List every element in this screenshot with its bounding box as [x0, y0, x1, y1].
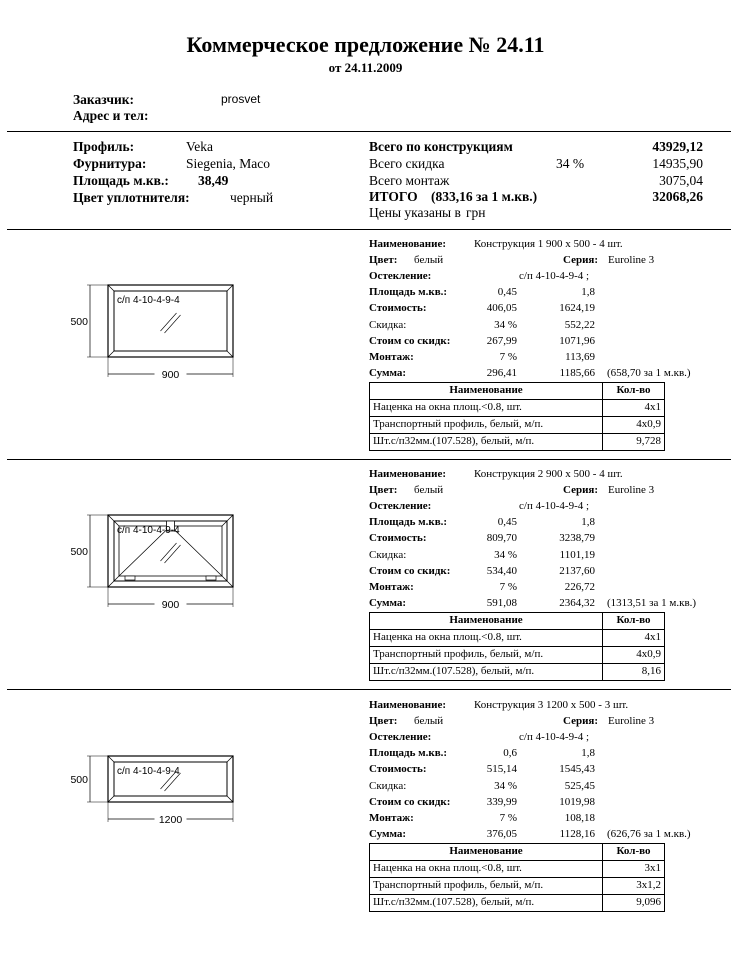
- sum-unit-value: 296,41: [486, 366, 517, 379]
- cost-label: Стоимость:: [369, 302, 427, 315]
- window-frame: [108, 756, 233, 802]
- discount-total-value: 1101,19: [559, 548, 595, 561]
- name-label: Наименование:: [369, 238, 446, 250]
- discount-unit-value: 34 %: [494, 548, 517, 561]
- table-row: [370, 877, 665, 894]
- glass-label: с/п 4-10-4-9-4: [117, 295, 180, 306]
- cost-disc-total-value: 2137,60: [559, 564, 595, 577]
- table-row: [370, 860, 665, 877]
- column-header-name: Наименование: [370, 612, 603, 629]
- series-label: Серия:: [563, 715, 599, 728]
- frame-corner: [108, 285, 114, 291]
- construction-name: Конструкция 2 900 x 500 - 4 шт.: [474, 468, 623, 480]
- series-label: Серия:: [563, 254, 599, 267]
- install-unit-value: 7 %: [499, 580, 517, 593]
- sum-unit-value: 376,05: [486, 827, 517, 840]
- item-qty: 4x1: [603, 399, 665, 416]
- sum-total-value: 1185,66: [559, 366, 595, 379]
- item-name: Наценка на окна площ.<0.8, шт.: [370, 860, 603, 877]
- item-name: Наценка на окна площ.<0.8, шт.: [370, 399, 603, 416]
- item-name: Шт.с/п32мм.(107.528), белый, м/п.: [370, 894, 603, 911]
- series-label: Серия:: [563, 484, 599, 497]
- color-label: Цвет:: [369, 484, 398, 497]
- color-label: Цвет:: [369, 254, 398, 267]
- frame-corner: [108, 756, 114, 762]
- glazing-label: Остекление:: [369, 731, 432, 744]
- frame-corner: [227, 756, 233, 762]
- discount-total-value: 525,45: [564, 779, 595, 792]
- install-value: 3075,04: [659, 173, 703, 188]
- item-qty: 4x0,9: [603, 646, 665, 663]
- divider: [7, 131, 731, 132]
- cost-total-value: 1545,43: [559, 763, 595, 776]
- frame-corner: [227, 351, 233, 357]
- currency-value: грн: [466, 205, 486, 220]
- name-label: Наименование:: [369, 468, 446, 480]
- profile-value: Veka: [186, 139, 213, 154]
- area-label: Площадь м.кв.:: [73, 173, 169, 188]
- frame-corner: [108, 351, 114, 357]
- item-name: Шт.с/п32мм.(107.528), белый, м/п.: [370, 433, 603, 450]
- area-label: Площадь м.кв.:: [369, 286, 448, 299]
- column-header-qty: Кол-во: [603, 612, 665, 629]
- glazing-label: Остекление:: [369, 270, 432, 283]
- install-label: Всего монтаж: [369, 173, 450, 188]
- items-table: [369, 843, 665, 912]
- cost-unit-value: 515,14: [486, 763, 517, 776]
- area-unit-value: 0,45: [497, 516, 517, 529]
- item-name: Шт.с/п32мм.(107.528), белый, м/п.: [370, 663, 603, 680]
- customer-label: Заказчик:: [73, 92, 135, 107]
- window-drawing: [60, 493, 260, 613]
- itogo-value: 32068,26: [652, 189, 703, 204]
- table-row: [370, 646, 665, 663]
- item-name: Транспортный профиль, белый, м/п.: [370, 416, 603, 433]
- glass-label: с/п 4-10-4-9-4: [117, 525, 180, 536]
- cost-disc-label: Стоим со скидк:: [369, 795, 451, 808]
- item-qty: 9,728: [603, 433, 665, 450]
- cost-disc-total-value: 1071,96: [559, 334, 595, 347]
- table-row: [370, 894, 665, 911]
- document-date: от 24.11.2009: [328, 60, 403, 75]
- color-value: белый: [414, 715, 444, 728]
- sum-total-value: 2364,32: [559, 596, 595, 609]
- height-dimension-label: 500: [70, 316, 88, 328]
- item-qty: 4x0,9: [603, 416, 665, 433]
- item-qty: 3x1,2: [603, 877, 665, 894]
- cost-label: Стоимость:: [369, 532, 427, 545]
- items-table: [369, 382, 665, 451]
- sum-total-value: 1128,16: [559, 827, 595, 840]
- install-total-value: 226,72: [564, 580, 595, 593]
- color-label: Цвет:: [369, 715, 398, 728]
- column-header-qty: Кол-во: [603, 843, 665, 860]
- drain-slot: [125, 576, 135, 580]
- install-total-value: 108,18: [564, 811, 595, 824]
- per-m2-value: (1313,51 за 1 м.кв.): [607, 596, 697, 609]
- discount-label: Скидка:: [369, 548, 407, 561]
- color-value: белый: [414, 484, 444, 497]
- table-row: [370, 663, 665, 680]
- cost-disc-unit-value: 339,99: [486, 795, 517, 808]
- item-qty: 8,16: [603, 663, 665, 680]
- series-value: Euroline 3: [608, 254, 655, 267]
- discount-value: 14935,90: [652, 156, 703, 171]
- item-qty: 3x1: [603, 860, 665, 877]
- install-unit-value: 7 %: [499, 811, 517, 824]
- width-dimension-label: 900: [161, 369, 180, 381]
- customer-value: prosvet: [221, 92, 261, 106]
- column-header-qty: Кол-во: [603, 382, 665, 399]
- area-unit-value: 0,6: [503, 747, 517, 760]
- discount-label: Скидка:: [369, 779, 407, 792]
- height-dimension-label: 500: [70, 774, 88, 786]
- area-label: Площадь м.кв.:: [369, 747, 448, 760]
- glazing-value: с/п 4-10-4-9-4 ;: [519, 270, 590, 283]
- currency-label: Цены указаны в: [369, 205, 461, 220]
- name-label: Наименование:: [369, 699, 446, 711]
- hardware-label: Фурнитура:: [73, 156, 147, 171]
- discount-pct: 34 %: [556, 156, 585, 171]
- items-table: [369, 612, 665, 681]
- item-name: Наценка на окна площ.<0.8, шт.: [370, 629, 603, 646]
- area-label: Площадь м.кв.:: [369, 516, 448, 529]
- item-qty: 4x1: [603, 629, 665, 646]
- sum-label: Сумма:: [369, 596, 407, 609]
- divider: [7, 459, 731, 460]
- frame-corner: [227, 796, 233, 802]
- install-unit-value: 7 %: [499, 350, 517, 363]
- discount-unit-value: 34 %: [494, 779, 517, 792]
- area-total-value: 1,8: [581, 286, 595, 299]
- install-label: Монтаж:: [369, 580, 414, 593]
- construction-name: Конструкция 1 900 x 500 - 4 шт.: [474, 238, 623, 250]
- frame-corner: [108, 796, 114, 802]
- seal-value: черный: [230, 190, 274, 205]
- cost-disc-total-value: 1019,98: [559, 795, 595, 808]
- divider: [7, 229, 731, 230]
- width-dimension-label: 1200: [158, 814, 183, 826]
- cost-disc-label: Стоим со скидк:: [369, 564, 451, 577]
- itogo-per-m2: (833,16 за 1 м.кв.): [431, 189, 538, 204]
- cost-disc-label: Стоим со скидк:: [369, 334, 451, 347]
- total-label: Всего по конструкциям: [369, 139, 513, 154]
- install-label: Монтаж:: [369, 811, 414, 824]
- discount-label: Всего скидка: [369, 156, 445, 171]
- discount-unit-value: 34 %: [494, 318, 517, 331]
- cost-total-value: 3238,79: [559, 532, 595, 545]
- cost-unit-value: 406,05: [486, 302, 517, 315]
- table-header-row: [370, 382, 665, 399]
- column-header-name: Наименование: [370, 382, 603, 399]
- area-total-value: 1,8: [581, 516, 595, 529]
- per-m2-value: (626,76 за 1 м.кв.): [607, 827, 691, 840]
- hardware-value: Siegenia, Maco: [186, 156, 270, 171]
- discount-label: Скидка:: [369, 318, 407, 331]
- sum-label: Сумма:: [369, 827, 407, 840]
- series-value: Euroline 3: [608, 715, 655, 728]
- height-dimension-label: 500: [70, 546, 88, 558]
- width-dimension-label: 900: [161, 599, 180, 611]
- table-row: [370, 629, 665, 646]
- glass-label: с/п 4-10-4-9-4: [117, 766, 180, 777]
- item-name: Транспортный профиль, белый, м/п.: [370, 877, 603, 894]
- item-name: Транспортный профиль, белый, м/п.: [370, 646, 603, 663]
- divider: [7, 689, 731, 690]
- frame-corner: [227, 285, 233, 291]
- seal-label: Цвет уплотнителя:: [73, 190, 190, 205]
- glazing-value: с/п 4-10-4-9-4 ;: [519, 731, 590, 744]
- drain-slot: [206, 576, 216, 580]
- area-total-value: 1,8: [581, 747, 595, 760]
- cost-unit-value: 809,70: [486, 532, 517, 545]
- area-value: 38,49: [198, 173, 229, 188]
- construction-name: Конструкция 3 1200 x 500 - 3 шт.: [474, 699, 629, 711]
- per-m2-value: (658,70 за 1 м.кв.): [607, 366, 691, 379]
- sum-label: Сумма:: [369, 366, 407, 379]
- table-header-row: [370, 612, 665, 629]
- install-label: Монтаж:: [369, 350, 414, 363]
- table-row: [370, 433, 665, 450]
- area-unit-value: 0,45: [497, 286, 517, 299]
- cost-disc-unit-value: 267,99: [486, 334, 517, 347]
- document-title: Коммерческое предложение № 24.11: [186, 32, 545, 57]
- series-value: Euroline 3: [608, 484, 655, 497]
- total-value: 43929,12: [652, 139, 703, 154]
- cost-label: Стоимость:: [369, 763, 427, 776]
- column-header-name: Наименование: [370, 843, 603, 860]
- cost-total-value: 1624,19: [559, 302, 595, 315]
- table-header-row: [370, 843, 665, 860]
- discount-total-value: 552,22: [564, 318, 595, 331]
- glazing-label: Остекление:: [369, 500, 432, 513]
- profile-label: Профиль:: [73, 139, 135, 154]
- cost-disc-unit-value: 534,40: [486, 564, 517, 577]
- item-qty: 9,096: [603, 894, 665, 911]
- window-drawing: [60, 734, 260, 854]
- address-label: Адрес и тел:: [73, 108, 149, 123]
- color-value: белый: [414, 254, 444, 267]
- glazing-value: с/п 4-10-4-9-4 ;: [519, 500, 590, 513]
- table-row: [370, 399, 665, 416]
- itogo-label: ИТОГО: [369, 189, 418, 204]
- install-total-value: 113,69: [565, 350, 595, 363]
- table-row: [370, 416, 665, 433]
- window-drawing: [60, 263, 260, 383]
- sum-unit-value: 591,08: [486, 596, 517, 609]
